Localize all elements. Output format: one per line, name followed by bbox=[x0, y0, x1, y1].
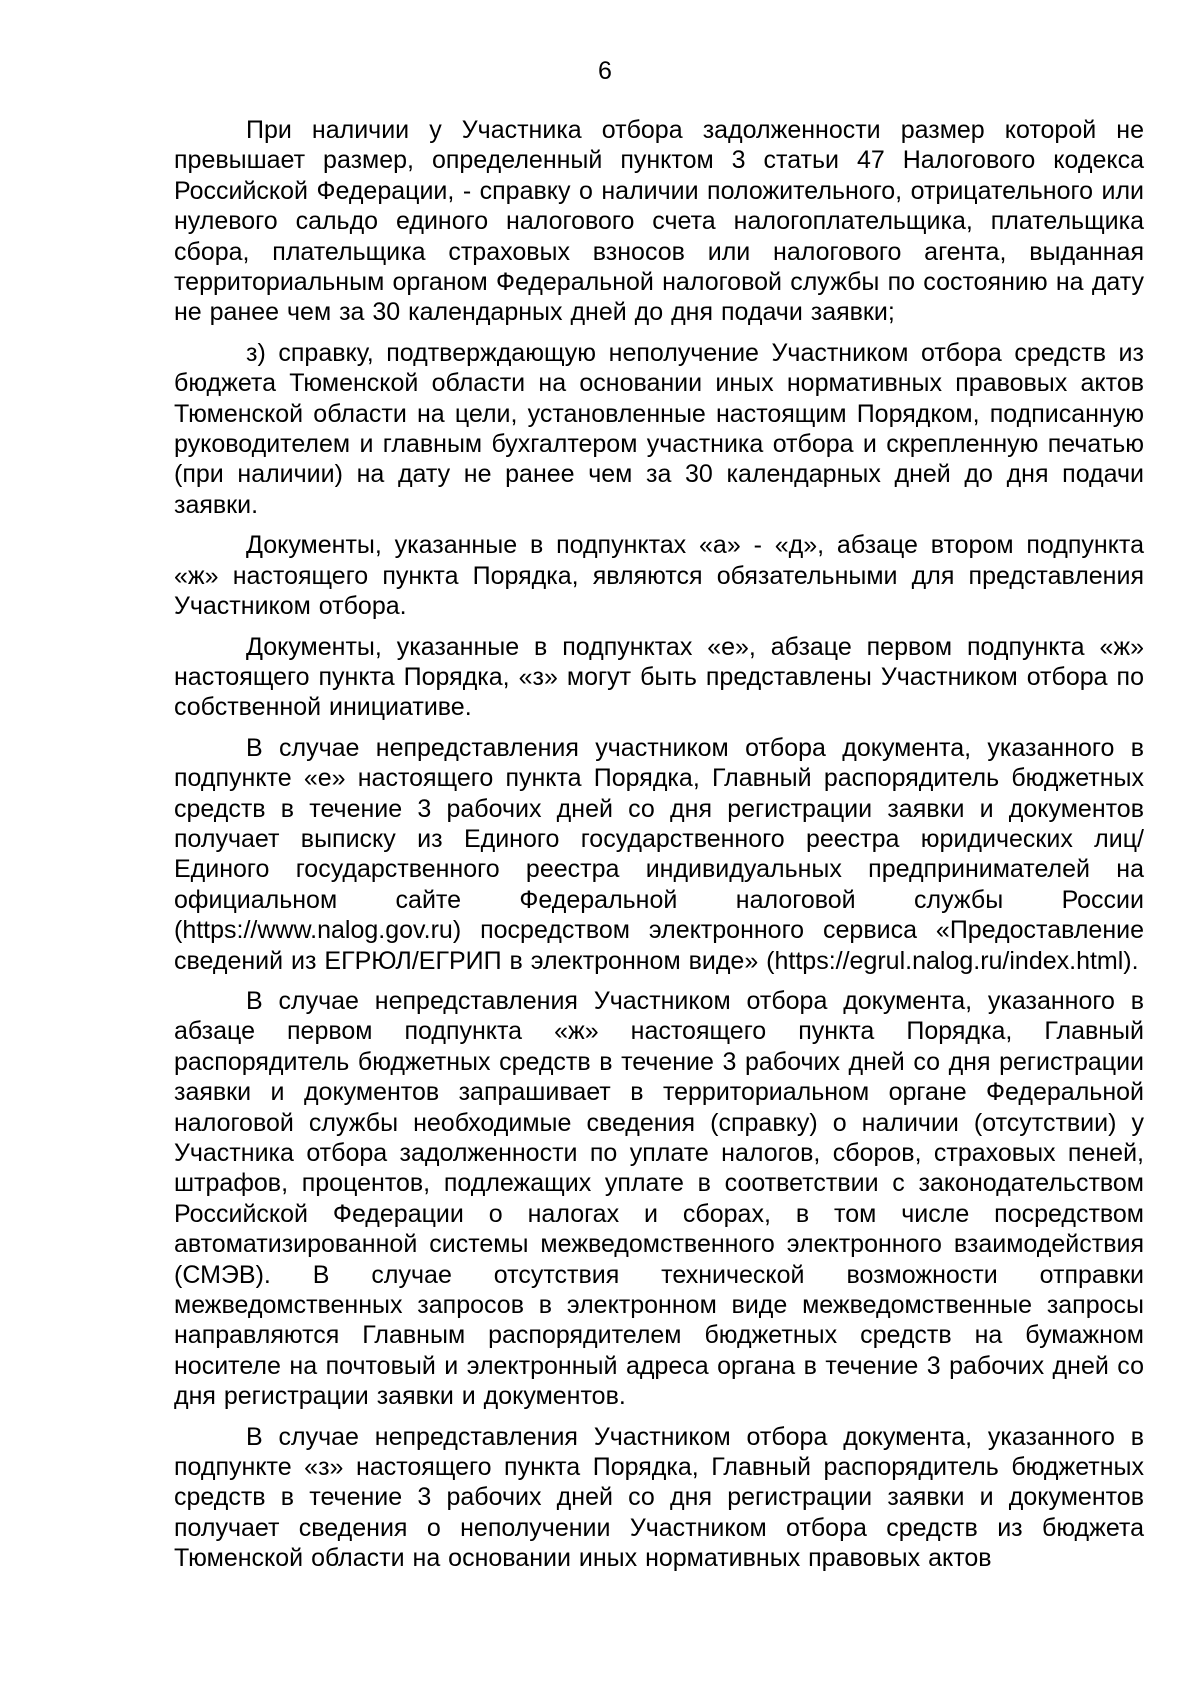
paragraph-tax-authority-request: В случае непредставления Участником отбора документа, указанного в абзаце первом подпункта «ж» настоящего пункта Порядка, Главный распорядитель бюджетных средств в течение 3 рабочих дней со дня регистрации заявки и документов запрашивает в территориальном органе Федеральной налоговой службы необходимые сведения (справку) о наличии (отсутствии) у Участника отбора задолженности по уплате налогов, сборов, страховых пеней, штрафов, процентов, подлежащих уплате в соответствии с законодательством Российской Федерации о налогах и сборах, в том числе посредством автоматизированной системы межведомственного электронного взаимодействия (СМЭВ). В случае отсутствия технической возможности отправки межведомственных запросов в электронном виде межведомственные запросы направляются Главным распорядителем бюджетных средств на бумажном носителе на почтовый и электронный адреса органа в течение 3 рабочих дней со дня регистрации заявки и документов. bbox=[174, 986, 1144, 1411]
document-body bbox=[174, 115, 1144, 1574]
page-number: 6 bbox=[598, 57, 612, 85]
paragraph-mandatory-documents: Документы, указанные в подпунктах «а» - «д», абзаце втором подпункта «ж» настоящего пункта Порядка, являются обязательными для представления Участником отбора. bbox=[174, 531, 1144, 621]
paragraph-subclause-z: з) справку, подтверждающую неполучение Участником отбора средств из бюджета Тюменской области на основании иных нормативных правовых актов Тюменской области на цели, установленные настоящим Порядком, подписанную руководителем и главным бухгалтером участника отбора и скрепленную печатью (при наличии) на дату не ранее чем за 30 календарных дней до дня подачи заявки. bbox=[174, 338, 1144, 519]
paragraph-egrul-extract: В случае непредставления участником отбора документа, указанного в подпункте «е» настоящего пункта Порядка, Главный распорядитель бюджетных средств в течение 3 рабочих дней со дня регистрации заявки и документов получает выписку из Единого государственного реестра юридических лиц/Единого государственного реестра индивидуальных предпринимателей на официальном сайте Федеральной налоговой службы России (https://www.nalog.gov.ru) посредством электронного сервиса «Предоставление сведений из ЕГРЮЛ/ЕГРИП в электронном виде» (https://egrul.nalog.ru/index.html). bbox=[174, 733, 1144, 975]
paragraph-non-receipt-info: В случае непредставления Участником отбора документа, указанного в подпункте «з» настоящего пункта Порядка, Главный распорядитель бюджетных средств в течение 3 рабочих дней со дня регистрации заявки и документов получает сведения о неполучении Участником отбора средств из бюджета Тюменской области на основании иных нормативных правовых актов bbox=[174, 1422, 1144, 1573]
paragraph-tax-debt-certificate: При наличии у Участника отбора задолженности размер которой не превышает размер, определенный пунктом 3 статьи 47 Налогового кодекса Российской Федерации, - справку о наличии положительного, отрицательного или нулевого сальдо единого налогового счета налогоплательщика, плательщика сбора, плательщика страховых взносов или налогового агента, выданная территориальным органом Федеральной налоговой службы по состоянию на дату не ранее чем за 30 календарных дней до дня подачи заявки; bbox=[174, 116, 1144, 327]
paragraph-optional-documents: Документы, указанные в подпунктах «е», абзаце первом подпункта «ж» настоящего пункта Порядка, «з» могут быть представлены Участником отбора по собственной инициативе. bbox=[174, 632, 1144, 722]
